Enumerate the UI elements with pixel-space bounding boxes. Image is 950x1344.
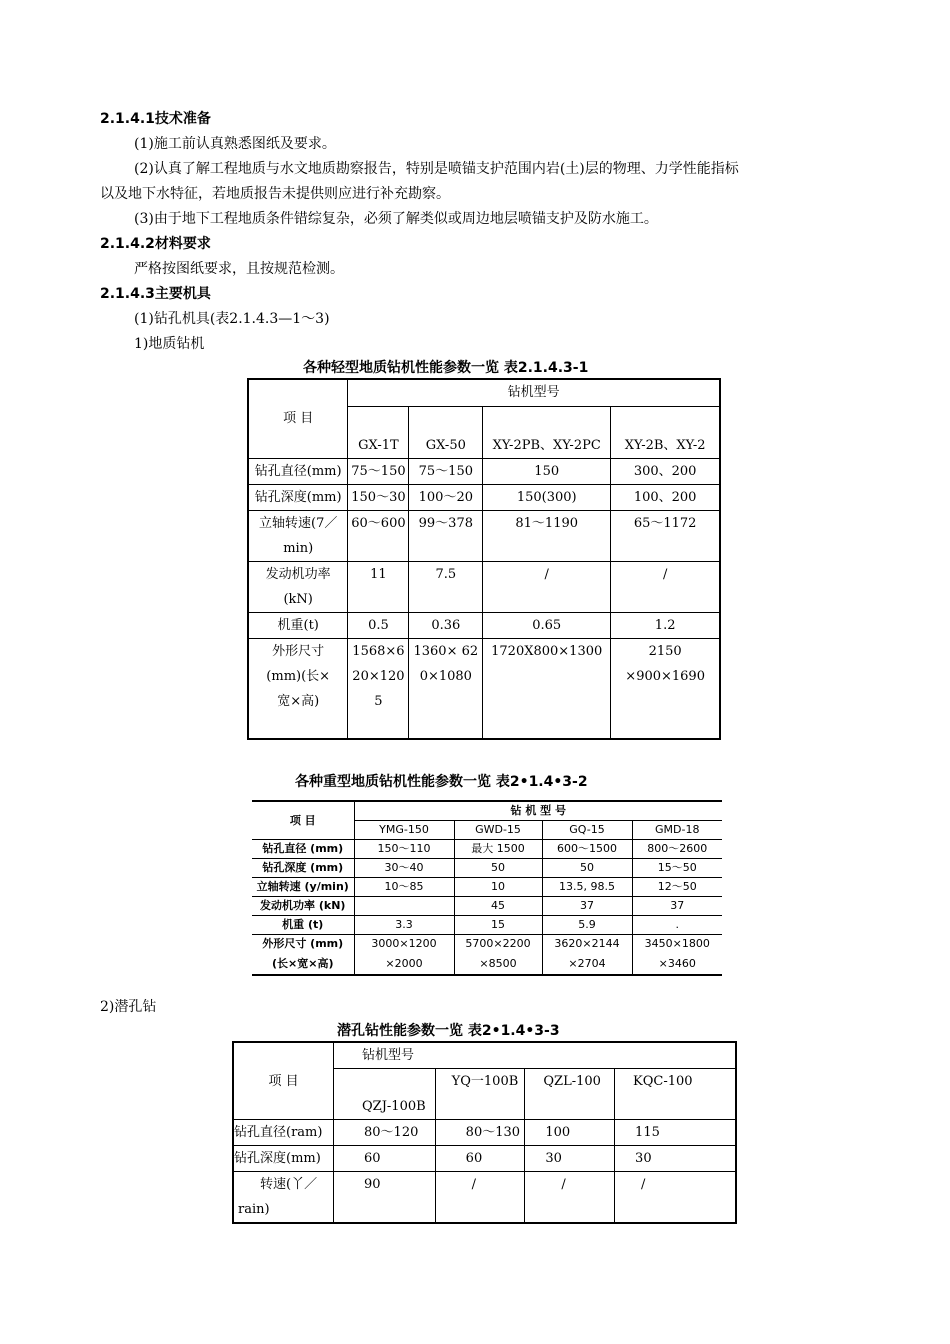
table3-caption: 潜孔钻性能参数一览 表2•1.4•3-3 <box>337 1023 560 1039</box>
table-row <box>248 612 720 638</box>
cell: ×3460 <box>632 955 722 975</box>
cell: 5.9 <box>542 916 632 935</box>
cell: 81～1190 <box>483 510 611 561</box>
row-label: 钻孔直径 (mm) <box>252 840 354 859</box>
table-row <box>248 561 720 612</box>
cell: 115 <box>615 1120 736 1146</box>
cell: 10 <box>454 878 542 897</box>
table-row <box>252 878 722 897</box>
table-row <box>252 955 722 975</box>
row-label: 钻孔深度(mm) <box>233 1146 334 1172</box>
table1-caption: 各种轻型地质钻机性能参数一览 表2.1.4.3-1 <box>303 360 589 376</box>
cell: 3.3 <box>354 916 454 935</box>
table1-model-header: XY-2B、XY-2 <box>611 406 720 458</box>
cell: 11 <box>348 561 409 612</box>
cell: ×2000 <box>354 955 454 975</box>
table2-caption: 各种重型地质钻机性能参数一览 表2•1.4•3-2 <box>295 774 588 790</box>
table3-model-header: QZL-100 <box>525 1069 615 1120</box>
table3-model-header: YQ一100B <box>435 1069 525 1120</box>
table-row <box>252 916 722 935</box>
table2-model-header: GWD-15 <box>454 821 542 840</box>
table1-item-header: 项 目 <box>248 379 348 458</box>
cell: 15 <box>454 916 542 935</box>
cell: 60 <box>334 1146 436 1172</box>
table-row <box>233 1146 736 1172</box>
row-label: 转速(丫／rain) <box>233 1172 334 1224</box>
cell: 150 <box>483 458 611 484</box>
table1-group-header: 钻机型号 <box>348 379 720 406</box>
cell: 0.5 <box>348 612 409 638</box>
table-row <box>233 1120 736 1146</box>
cell: 10～85 <box>354 878 454 897</box>
table-row <box>248 458 720 484</box>
cell: 1720X800×1300 <box>483 638 611 739</box>
table2 <box>252 800 722 976</box>
table1 <box>247 378 721 740</box>
cell: 30～40 <box>354 859 454 878</box>
table-row <box>252 935 722 955</box>
cell: 100～20 <box>409 484 483 510</box>
table-row <box>248 484 720 510</box>
cell: 300、200 <box>611 458 720 484</box>
cell: 1568×620×1205 <box>348 638 409 739</box>
row-label: 机重 (t) <box>252 916 354 935</box>
table3-model-header: KQC-100 <box>615 1069 736 1120</box>
row-label: (长×宽×高) <box>252 955 354 975</box>
row-label: 发动机功率(kN) <box>248 561 348 612</box>
cell: / <box>611 561 720 612</box>
row-label: 钻孔直径(mm) <box>248 458 348 484</box>
cell: . <box>632 916 722 935</box>
sub-heading-down-the-hole-drill: 2)潜孔钻 <box>100 999 157 1015</box>
row-label: 钻孔直径(ram) <box>233 1120 334 1146</box>
cell: 30 <box>615 1146 736 1172</box>
cell: ×8500 <box>454 955 542 975</box>
cell: 2150 ×900×1690 <box>611 638 720 739</box>
cell: 65～1172 <box>611 510 720 561</box>
cell: / <box>483 561 611 612</box>
table-row <box>252 840 722 859</box>
table2-model-header: GMD-18 <box>632 821 722 840</box>
section-heading-main-equipment: 2.1.4.3主要机具 <box>100 286 211 302</box>
cell: 7.5 <box>409 561 483 612</box>
cell: 150～30 <box>348 484 409 510</box>
row-label: 钻孔深度(mm) <box>248 484 348 510</box>
cell: 100 <box>525 1120 615 1146</box>
cell: 50 <box>542 859 632 878</box>
cell: 15～50 <box>632 859 722 878</box>
cell: 60～600 <box>348 510 409 561</box>
table1-model-header: XY-2PB、XY-2PC <box>483 406 611 458</box>
table3 <box>232 1041 737 1224</box>
paragraph: (1)施工前认真熟悉图纸及要求。 <box>134 136 336 152</box>
cell: 1360× 620×1080 <box>409 638 483 739</box>
table2-model-header: YMG-150 <box>354 821 454 840</box>
cell: 1.2 <box>611 612 720 638</box>
paragraph: (1)钻孔机具(表2.1.4.3—1～3) <box>134 311 330 327</box>
row-label: 外形尺寸 (mm) <box>252 935 354 955</box>
cell: 99～378 <box>409 510 483 561</box>
paragraph: (3)由于地下工程地质条件错综复杂，必须了解类似或周边地层喷锚支护及防水施工。 <box>134 211 658 227</box>
cell: 80～120 <box>334 1120 436 1146</box>
cell: 150(300) <box>483 484 611 510</box>
cell: 90 <box>334 1172 436 1224</box>
cell: 37 <box>542 897 632 916</box>
cell: 45 <box>454 897 542 916</box>
table-row <box>252 897 722 916</box>
paragraph: 以及地下水特征，若地质报告未提供则应进行补充勘察。 <box>100 186 450 202</box>
cell: 12～50 <box>632 878 722 897</box>
table-row <box>248 510 720 561</box>
cell: / <box>525 1172 615 1224</box>
table-row <box>248 638 720 739</box>
cell: 600～1500 <box>542 840 632 859</box>
cell: 75～150 <box>348 458 409 484</box>
cell: 37 <box>632 897 722 916</box>
cell: 100、200 <box>611 484 720 510</box>
sub-heading-geological-drill: 1)地质钻机 <box>134 336 205 352</box>
cell: 13.5, 98.5 <box>542 878 632 897</box>
cell: 30 <box>525 1146 615 1172</box>
row-label: 机重(t) <box>248 612 348 638</box>
paragraph: (2)认真了解工程地质与水文地质勘察报告，特别是喷锚支护范围内岩(土)层的物理、力学性能指标 <box>134 161 739 177</box>
cell: 3620×2144 <box>542 935 632 955</box>
row-label: 外形尺寸(mm)(长×宽×高) <box>248 638 348 739</box>
table-row <box>233 1172 736 1224</box>
section-heading-material-requirements: 2.1.4.2材料要求 <box>100 236 211 252</box>
cell <box>354 897 454 916</box>
table1-model-header: GX-1T <box>348 406 409 458</box>
table1-model-header: GX-50 <box>409 406 483 458</box>
table3-model-header: QZJ-100B <box>334 1069 436 1120</box>
cell: ×2704 <box>542 955 632 975</box>
table2-item-header: 项 目 <box>252 801 354 840</box>
cell: / <box>435 1172 525 1224</box>
cell: / <box>615 1172 736 1224</box>
cell: 5700×2200 <box>454 935 542 955</box>
cell: 0.36 <box>409 612 483 638</box>
cell: 80～130 <box>435 1120 525 1146</box>
cell: 800～2600 <box>632 840 722 859</box>
row-label: 立轴转速(7／min) <box>248 510 348 561</box>
table2-model-header: GQ-15 <box>542 821 632 840</box>
cell: 50 <box>454 859 542 878</box>
cell: 3450×1800 <box>632 935 722 955</box>
paragraph: 严格按图纸要求，且按规范检测。 <box>134 261 344 277</box>
table2-group-header: 钻 机 型 号 <box>354 801 722 821</box>
cell: 60 <box>435 1146 525 1172</box>
cell: 75～150 <box>409 458 483 484</box>
cell: 3000×1200 <box>354 935 454 955</box>
row-label: 立轴转速 (y/min) <box>252 878 354 897</box>
table3-item-header: 项 目 <box>233 1042 334 1120</box>
cell: 0.65 <box>483 612 611 638</box>
table3-group-header: 钻机型号 <box>334 1042 736 1069</box>
section-heading-technical-preparation: 2.1.4.1技术准备 <box>100 111 211 127</box>
cell: 最大 1500 <box>454 840 542 859</box>
table-row <box>252 859 722 878</box>
cell: 150～110 <box>354 840 454 859</box>
row-label: 发动机功率 (kN) <box>252 897 354 916</box>
row-label: 钻孔深度 (mm) <box>252 859 354 878</box>
